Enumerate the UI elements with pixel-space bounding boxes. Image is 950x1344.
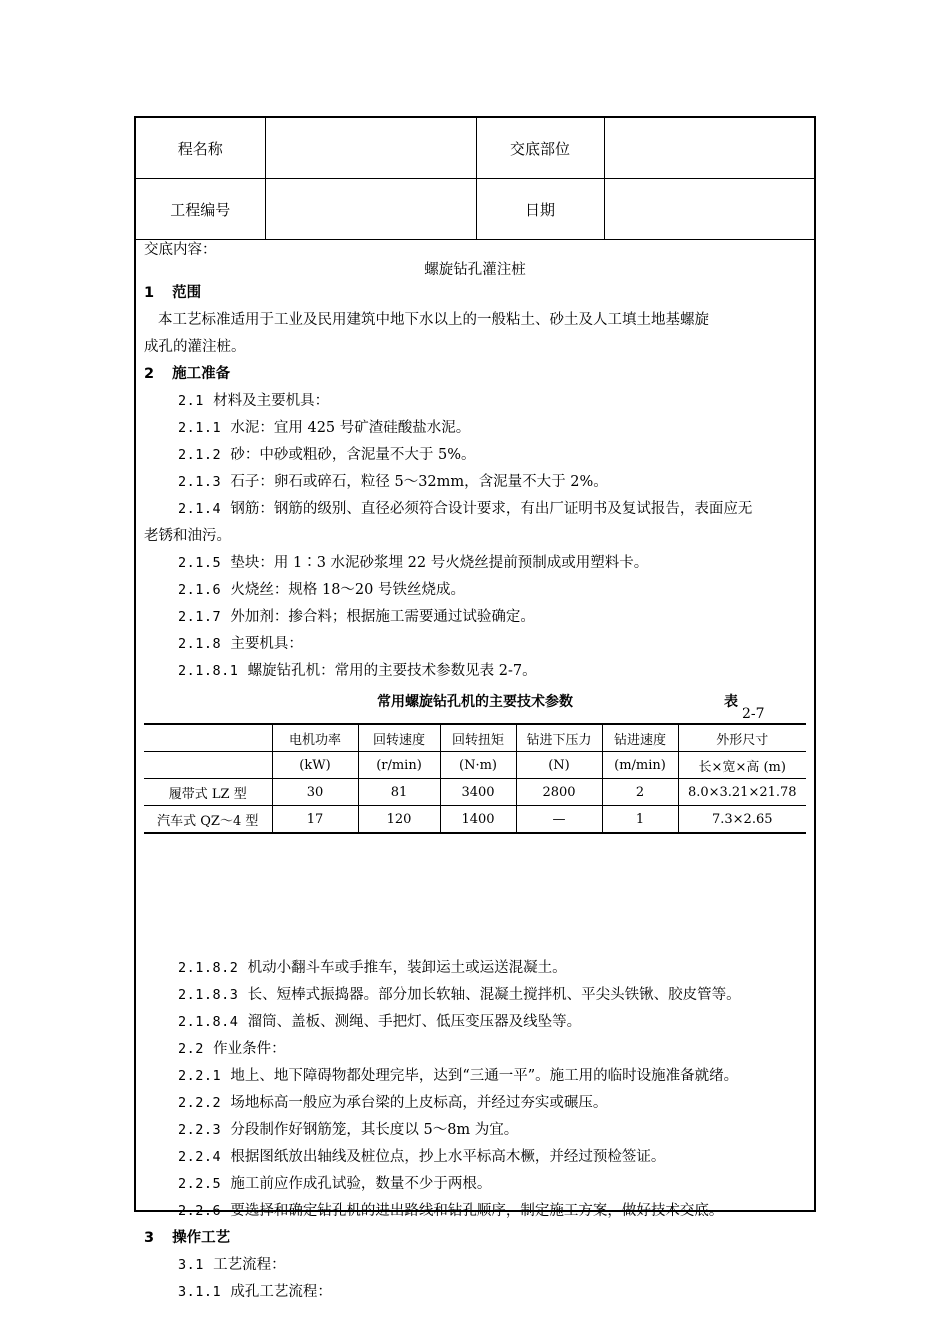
section-number: 1 xyxy=(144,285,155,301)
clause-text: 施工前应作成孔试验，数量不少于两根。 xyxy=(230,1176,492,1192)
clause-number: 2.1.5 xyxy=(178,555,222,571)
clause-number: 2.2 xyxy=(178,1041,204,1057)
clause-number: 2.2.6 xyxy=(178,1203,222,1219)
clause-2-1-8-3 xyxy=(178,985,741,1005)
section-title: 范围 xyxy=(172,285,202,301)
clause-number: 3.1 xyxy=(178,1257,204,1273)
clause-2-1 xyxy=(178,391,329,411)
clause-2-2 xyxy=(178,1039,286,1059)
table-cell: 120 xyxy=(358,806,440,834)
disclosure-form xyxy=(134,116,816,1300)
column-unit: (N) xyxy=(516,752,602,779)
column-header: 钻进下压力 xyxy=(516,724,602,752)
clause-text: 砂：中砂或粗砂，含泥量不大于 5%。 xyxy=(230,447,476,463)
table-cell: 3400 xyxy=(440,779,516,806)
table-cell: — xyxy=(516,806,602,834)
column-unit: (r/min) xyxy=(358,752,440,779)
project-no-label: 工程编号 xyxy=(136,179,265,240)
clause-text: 工艺流程： xyxy=(213,1257,286,1273)
table-row xyxy=(144,806,806,834)
section-number: 3 xyxy=(144,1230,155,1246)
clause-number: 2.1.6 xyxy=(178,582,222,598)
scope-line-2: 成孔的灌注桩。 xyxy=(144,339,246,355)
clause-2-1-5 xyxy=(178,553,648,573)
clause-number: 2.1.4 xyxy=(178,501,222,517)
clause-number: 2.1.8.1 xyxy=(178,663,239,679)
clause-2-1-6 xyxy=(178,580,465,600)
param-table-title: 常用螺旋钻孔机的主要技术参数 xyxy=(377,694,573,710)
section-title: 施工准备 xyxy=(172,366,231,382)
clause-text: 主要机具： xyxy=(230,636,303,652)
clause-number: 2.2.1 xyxy=(178,1068,222,1084)
column-unit: (N·m) xyxy=(440,752,516,779)
section-2-heading xyxy=(144,364,230,384)
clause-text: 钢筋：钢筋的级别、直径必须符合设计要求，有出厂证明书及复试报告，表面应无 xyxy=(230,501,753,517)
document-title: 螺旋钻孔灌注桩 xyxy=(424,262,526,278)
clause-2-1-8-2 xyxy=(178,958,567,978)
table-cell: 2 xyxy=(602,779,678,806)
clause-text: 石子：卵石或碎石，粒径 5～32mm，含泥量不大于 2%。 xyxy=(230,474,608,490)
section-3-heading xyxy=(144,1228,230,1248)
column-header: 钻进速度 xyxy=(602,724,678,752)
clause-text: 火烧丝：规格 18～20 号铁丝烧成。 xyxy=(230,582,465,598)
clause-2-1-4-continued: 老锈和油污。 xyxy=(144,528,231,544)
clause-text: 作业条件： xyxy=(213,1041,286,1057)
clause-text: 要选择和确定钻孔机的进出路线和钻孔顺序，制定施工方案，做好技术交底。 xyxy=(230,1203,724,1219)
table-row xyxy=(144,779,806,806)
table-cell: 7.3×2.65 xyxy=(678,806,806,834)
clause-3-1 xyxy=(178,1255,286,1275)
table-cell: 8.0×3.21×21.78 xyxy=(678,779,806,806)
column-header: 电机功率 xyxy=(272,724,358,752)
section-1-heading xyxy=(144,283,201,303)
table-cell: 履带式 LZ 型 xyxy=(144,779,272,806)
part-label: 交底部位 xyxy=(476,118,604,179)
date-field[interactable] xyxy=(604,179,814,240)
param-table-number: 2-7 xyxy=(742,706,765,722)
clause-text: 场地标高一般应为承台梁的上皮标高，并经过夯实或碾压。 xyxy=(230,1095,608,1111)
clause-number: 2.2.2 xyxy=(178,1095,222,1111)
table-cell: 2800 xyxy=(516,779,602,806)
clause-2-2-3 xyxy=(178,1120,518,1140)
table-cell: 17 xyxy=(272,806,358,834)
param-table-header-row-2 xyxy=(144,752,806,779)
table-cell: 30 xyxy=(272,779,358,806)
column-header xyxy=(144,724,272,752)
clause-text: 垫块：用 1∶3 水泥砂浆埋 22 号火烧丝提前预制成或用塑料卡。 xyxy=(230,555,649,571)
clause-text: 机动小翻斗车或手推车，装卸运土或运送混凝土。 xyxy=(247,960,567,976)
clause-2-1-8-1 xyxy=(178,661,537,681)
section-number: 2 xyxy=(144,366,155,382)
param-table-label: 表 xyxy=(724,694,738,710)
clause-number: 2.1.1 xyxy=(178,420,222,436)
project-no-field[interactable] xyxy=(265,179,476,240)
clause-2-1-1 xyxy=(178,418,470,438)
clause-2-2-1 xyxy=(178,1066,738,1086)
clause-2-1-8 xyxy=(178,634,303,654)
clause-number: 2.1.7 xyxy=(178,609,222,625)
clause-2-1-7 xyxy=(178,607,535,627)
clause-number: 2.1.8 xyxy=(178,636,222,652)
clause-number: 2.2.5 xyxy=(178,1176,222,1192)
clause-2-1-8-4 xyxy=(178,1012,581,1032)
table-cell: 1 xyxy=(602,806,678,834)
part-field[interactable] xyxy=(604,118,814,179)
table-cell: 1400 xyxy=(440,806,516,834)
project-name-label: 程名称 xyxy=(136,118,265,179)
clause-2-1-3 xyxy=(178,472,608,492)
column-header: 回转速度 xyxy=(358,724,440,752)
column-unit xyxy=(144,752,272,779)
clause-2-2-5 xyxy=(178,1174,491,1194)
clause-number: 2.1.3 xyxy=(178,474,222,490)
clause-number: 2.1 xyxy=(178,393,204,409)
date-label: 日期 xyxy=(476,179,604,240)
clause-text: 长、短棒式振捣器。部分加长软轴、混凝土搅拌机、平尖头铁锹、胶皮管等。 xyxy=(247,987,741,1003)
column-unit: (m/min) xyxy=(602,752,678,779)
clause-number: 2.1.8.4 xyxy=(178,1014,239,1030)
column-unit: (kW) xyxy=(272,752,358,779)
clause-2-2-4 xyxy=(178,1147,665,1167)
clause-text: 成孔工艺流程： xyxy=(230,1284,332,1300)
clause-2-2-2 xyxy=(178,1093,607,1113)
header-table xyxy=(136,118,814,240)
scope-line-1: 本工艺标准适用于工业及民用建筑中地下水以上的一般粘土、砂土及人工填土地基螺旋 xyxy=(158,312,709,328)
param-table xyxy=(144,723,806,834)
clause-text: 根据图纸放出轴线及桩位点，抄上水平标高木橛，并经过预检签证。 xyxy=(230,1149,666,1165)
project-name-field[interactable] xyxy=(265,118,476,179)
clause-text: 材料及主要机具： xyxy=(213,393,330,409)
clause-3-1-1 xyxy=(178,1282,332,1302)
clause-text: 溜筒、盖板、测绳、手把灯、低压变压器及线坠等。 xyxy=(247,1014,582,1030)
clause-text: 地上、地下障碍物都处理完毕，达到“三通一平”。施工用的临时设施准备就绪。 xyxy=(230,1068,739,1084)
column-unit: 长×宽×高 (m) xyxy=(678,752,806,779)
table-cell: 81 xyxy=(358,779,440,806)
table-cell: 汽车式 QZ～4 型 xyxy=(144,806,272,834)
clause-number: 2.1.8.3 xyxy=(178,987,239,1003)
clause-number: 2.2.3 xyxy=(178,1122,222,1138)
clause-number: 2.1.2 xyxy=(178,447,222,463)
clause-2-1-4 xyxy=(178,499,752,519)
column-header: 外形尺寸 xyxy=(678,724,806,752)
column-header: 回转扭矩 xyxy=(440,724,516,752)
clause-2-2-6 xyxy=(178,1201,723,1221)
clause-text: 水泥：宜用 425 号矿渣硅酸盐水泥。 xyxy=(230,420,471,436)
clause-text: 外加剂：掺合料；根据施工需要通过试验确定。 xyxy=(230,609,535,625)
param-table-header-row-1 xyxy=(144,724,806,752)
clause-number: 3.1.1 xyxy=(178,1284,222,1300)
clause-number: 2.2.4 xyxy=(178,1149,222,1165)
clause-2-1-2 xyxy=(178,445,475,465)
intro-label: 交底内容： xyxy=(144,242,217,258)
clause-number: 2.1.8.2 xyxy=(178,960,239,976)
clause-text: 螺旋钻孔机：常用的主要技术参数见表 2-7。 xyxy=(247,663,537,679)
section-title: 操作工艺 xyxy=(172,1230,231,1246)
clause-text: 分段制作好钢筋笼，其长度以 5～8m 为宜。 xyxy=(230,1122,519,1138)
